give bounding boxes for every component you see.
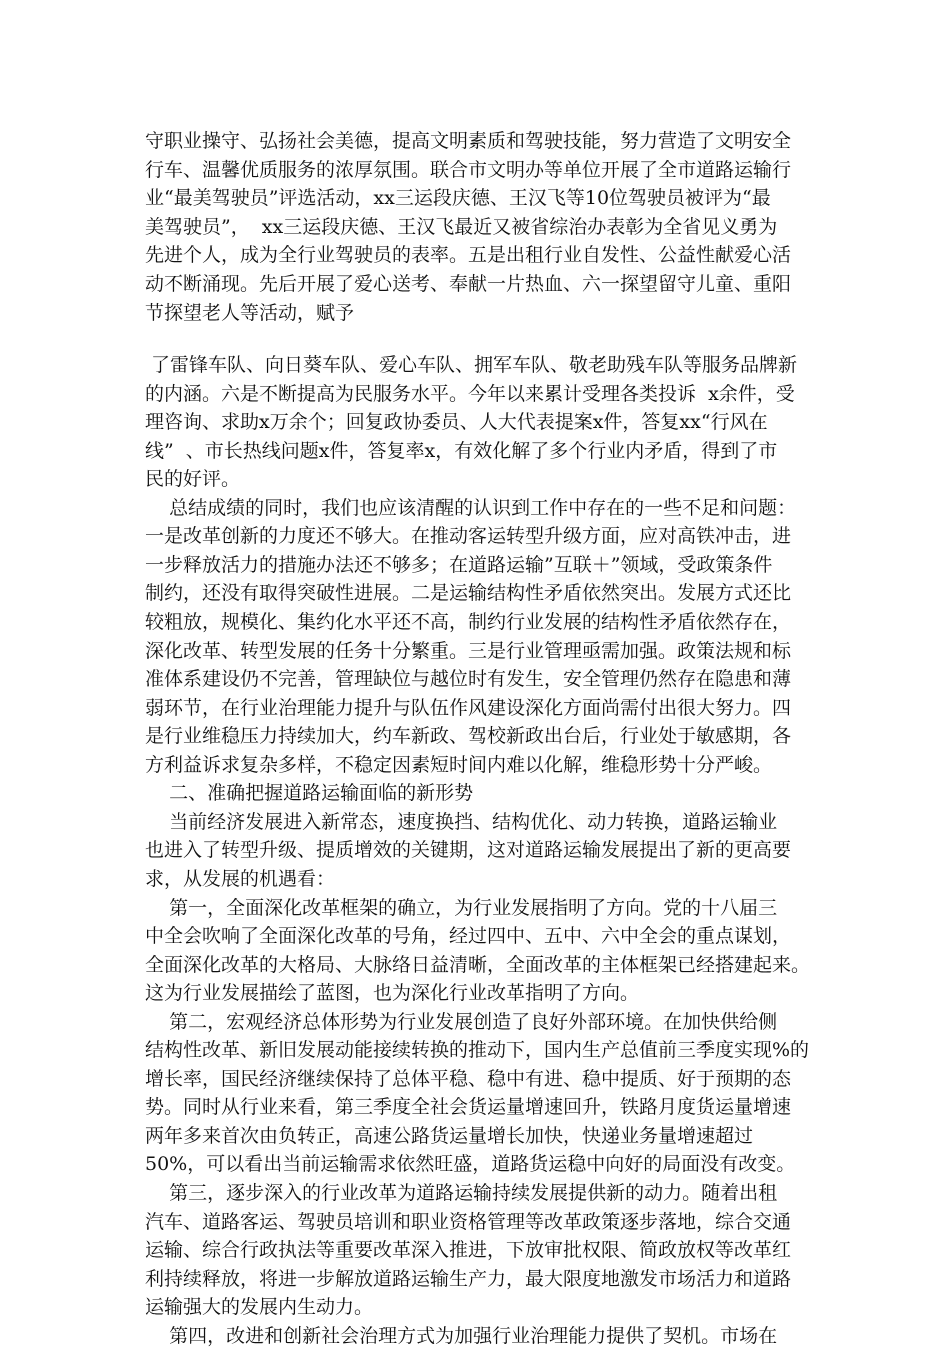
- text-line: 增长率，国民经济继续保持了总体平稳、稳中有进、稳中提质、好于预期的态: [145, 1067, 792, 1090]
- text-line: 运输、综合行政执法等重要改革深入推进，下放审批权限、简政放权等改革红: [145, 1239, 792, 1262]
- text-line: 第三，逐步深入的行业改革为道路运输持续发展提供新的动力。随着出租: [145, 1182, 778, 1204]
- text-line: 的内涵。六是不断提高为民服务水平。今年以来累计受理各类投诉 x余件，受: [145, 382, 795, 405]
- text-line: 制约，还没有取得突破性进展。二是运输结构性矛盾依然突出。发展方式还比: [145, 582, 792, 605]
- text-line: 一步释放活力的措施办法还不够多；在道路运输”互联＋”领域，受政策条件: [145, 553, 773, 576]
- text-line: 全面深化改革的大格局、大脉络日益清晰，全面改革的主体框架已经搭建起来。: [145, 953, 811, 976]
- text-line: 较粗放，规模化、集约化水平还不高，制约行业发展的结构性矛盾依然存在，: [145, 611, 792, 633]
- text-line: 理咨询、求助x万余个；回复政协委员、人大代表提案x件，答复xx“行风在: [145, 411, 768, 434]
- text-line: 求，从发展的机遇看：: [145, 867, 336, 890]
- text-line: 第四，改进和创新社会治理方式为加强行业治理能力提供了契机。市场在: [145, 1324, 778, 1347]
- text-line: 民的好评。: [145, 468, 241, 491]
- text-line: 总结成绩的同时，我们也应该清醒的认识到工作中存在的一些不足和问题：: [145, 496, 797, 519]
- text-line: 这为行业发展描绘了蓝图，也为深化行业改革指明了方向。: [145, 982, 640, 1005]
- text-line: 先进个人，成为全行业驾驶员的表率。五是出租行业自发性、公益性献爱心活: [145, 244, 792, 267]
- text-line: 守职业操守、弘扬社会美德，提高文明素质和驾驶技能，努力营造了文明安全: [145, 130, 792, 152]
- text-line: 一是改革创新的力度还不够大。在推动客运转型升级方面，应对高铁冲击，进: [145, 525, 792, 548]
- text-line: 第一，全面深化改革框架的确立，为行业发展指明了方向。党的十八届三: [145, 896, 778, 919]
- text-line: 二、准确把握道路运输面临的新形势: [145, 782, 474, 805]
- text-line: 第二，宏观经济总体形势为行业发展创造了良好外部环境。在加快供给侧: [145, 1010, 778, 1033]
- text-line: 方利益诉求复杂多样，不稳定因素短时间内难以化解，维稳形势十分严峻。: [145, 753, 773, 776]
- text-line: 准体系建设仍不完善，管理缺位与越位时有发生，安全管理仍然存在隐患和薄: [145, 668, 792, 690]
- text-line: 中全会吹响了全面深化改革的号角，经过四中、五中、六中全会的重点谋划，: [145, 925, 792, 947]
- text-line: 业“最美驾驶员”评选活动，xx三运段庆德、王汉飞等10位驾驶员被评为“最: [145, 187, 771, 210]
- text-line: 利持续释放，将进一步解放道路运输生产力，最大限度地激发市场活力和道路: [145, 1267, 792, 1290]
- text-line: 当前经济发展进入新常态，速度换挡、结构优化、动力转换，道路运输业: [145, 810, 778, 833]
- text-line: 行车、温馨优质服务的浓厚氛围。联合市文明办等单位开展了全市道路运输行: [145, 158, 792, 181]
- text-line: 节探望老人等活动，赋予: [145, 301, 355, 324]
- text-line: 运输强大的发展内生动力。: [145, 1296, 374, 1319]
- text-line: 是行业维稳压力持续加大，约车新政、驾校新政出台后，行业处于敏感期，各: [145, 725, 792, 748]
- text-line: 结构性改革、新旧发展动能接续转换的推动下，国内生产总值前三季度实现%的: [145, 1039, 810, 1062]
- text-line: 两年多来首次由负转正，高速公路货运量增长加快，快递业务量增速超过: [145, 1124, 754, 1147]
- text-line: 线” 、市长热线问题x件，答复率x，有效化解了多个行业内矛盾，得到了市: [145, 439, 778, 462]
- text-line: 深化改革、转型发展的任务十分繁重。三是行业管理亟需加强。政策法规和标: [145, 639, 792, 662]
- text-line: 美驾驶员”， xx三运段庆德、王汉飞最近又被省综治办表彰为全省见义勇为: [145, 215, 778, 238]
- text-line: 弱环节，在行业治理能力提升与队伍作风建设深化方面尚需付出很大努力。四: [145, 696, 792, 719]
- text-line: 了雷锋车队、向日葵车队、爱心车队、拥军车队、敬老助残车队等服务品牌新: [145, 354, 798, 376]
- text-line: 也进入了转型升级、提质增效的关键期，这对道路运输发展提出了新的更高要: [145, 839, 792, 862]
- text-line: 势。同时从行业来看，第三季度全社会货运量增速回升，铁路月度货运量增速: [145, 1096, 792, 1119]
- text-line: 动不断涌现。先后开展了爱心送考、奉献一片热血、六一探望留守儿童、重阳: [145, 273, 792, 295]
- text-line: 汽车、道路客运、驾驶员培训和职业资格管理等改革政策逐步落地，综合交通: [145, 1210, 792, 1233]
- text-line: 50%，可以看出当前运输需求依然旺盛，道路货运稳中向好的局面没有改变。: [145, 1153, 796, 1176]
